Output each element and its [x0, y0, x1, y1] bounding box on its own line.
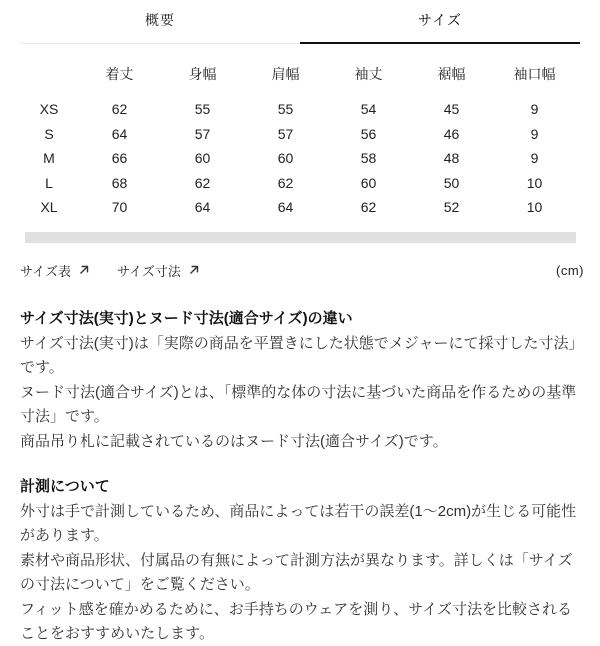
- size-value-cell: 57: [194, 125, 211, 142]
- size-value-cell: 45: [443, 101, 460, 117]
- size-value-cell: 9: [530, 101, 539, 117]
- column-header: 袖丈: [354, 66, 383, 82]
- size-value-cell: 10: [526, 174, 543, 191]
- table-row: [20, 122, 576, 147]
- section-paragraph: ヌード寸法(適合サイズ)とは、「標準的な体の寸法に基づいた商品を作るための基準寸法」です。: [20, 383, 577, 425]
- size-value-cell: 9: [530, 125, 539, 142]
- size-value-cell: 55: [277, 101, 294, 117]
- size-value-cell: 68: [111, 174, 128, 191]
- size-value-cell: 62: [360, 199, 377, 215]
- size-value-cell: 66: [111, 150, 128, 166]
- size-value-cell: 64: [194, 199, 211, 215]
- size-value-cell: 62: [111, 101, 128, 117]
- size-value-cell: 48: [443, 150, 460, 166]
- column-header: 着丈: [105, 66, 134, 82]
- table-row: [20, 171, 576, 196]
- column-header: 裾幅: [437, 66, 466, 82]
- size-chart-link-label: サイズ表: [20, 263, 71, 279]
- size-value-cell: 10: [526, 199, 543, 215]
- info-sections: [0, 307, 600, 646]
- size-label: L: [45, 174, 53, 191]
- size-value-cell: 60: [360, 174, 377, 191]
- size-value-cell: 50: [443, 174, 460, 191]
- section-paragraph: フィット感を確かめるために、お手持ちのウェアを測り、サイズ寸法を比較されることをおすすめいたします。: [20, 600, 573, 642]
- table-scrollbar[interactable]: [25, 232, 576, 243]
- section-paragraph: 商品吊り札に記載されているのはヌード寸法(適合サイズ)です。: [20, 432, 448, 450]
- tab-size[interactable]: サイズ: [300, 0, 580, 44]
- size-value-cell: 46: [443, 125, 460, 142]
- column-header: 袖口幅: [513, 66, 556, 82]
- corner-cell: [20, 58, 78, 97]
- size-value-cell: 60: [277, 150, 294, 166]
- links-row: [20, 261, 584, 280]
- text-section: [20, 307, 580, 454]
- size-table: [20, 58, 576, 220]
- size-label: XL: [40, 199, 58, 215]
- table-row: [20, 195, 576, 220]
- table-row: [20, 97, 576, 122]
- table-row: [20, 146, 576, 171]
- size-value-cell: 58: [360, 150, 377, 166]
- size-label: XS: [39, 101, 59, 117]
- size-label: M: [43, 150, 55, 166]
- external-link-arrow-icon: [187, 263, 201, 277]
- section-heading: 計測について: [20, 477, 110, 495]
- size-value-cell: 54: [360, 101, 377, 117]
- size-label: S: [44, 125, 54, 142]
- size-value-cell: 55: [194, 101, 211, 117]
- section-paragraph: サイズ寸法(実寸)は「実際の商品を平置きにした状態でメジャーにて採寸した寸法」です。: [20, 334, 576, 376]
- size-chart-link[interactable]: [20, 261, 91, 280]
- size-value-cell: 52: [443, 199, 460, 215]
- text-section: [20, 475, 580, 646]
- size-value-cell: 62: [277, 174, 294, 191]
- size-value-cell: 70: [111, 199, 128, 215]
- tab-bar: [0, 0, 600, 44]
- unit-label: (cm): [556, 262, 584, 278]
- size-value-cell: 64: [111, 125, 128, 142]
- size-table-header-row: [20, 58, 576, 97]
- column-header: 肩幅: [271, 66, 300, 82]
- external-link-arrow-icon: [77, 263, 91, 277]
- section-paragraph: 素材や商品形状、付属品の有無によって計測方法が異なります。詳しくは「サイズの寸法について」をご覧ください。: [20, 551, 573, 593]
- size-dimensions-link[interactable]: [117, 261, 201, 280]
- size-dimensions-link-label: サイズ寸法: [116, 263, 181, 279]
- size-value-cell: 64: [277, 199, 294, 215]
- size-value-cell: 62: [194, 174, 211, 191]
- size-value-cell: 9: [530, 150, 539, 166]
- section-heading: サイズ寸法(実寸)とヌード寸法(適合サイズ)の違い: [20, 309, 353, 327]
- column-header: 身幅: [188, 66, 217, 82]
- size-value-cell: 60: [194, 150, 211, 166]
- size-value-cell: 57: [277, 125, 294, 142]
- size-value-cell: 56: [360, 125, 377, 142]
- tab-overview[interactable]: 概要: [20, 0, 300, 44]
- section-paragraph: 外寸は手で計測しているため、商品によっては若干の誤差(1〜2cm)が生じる可能性があります。: [20, 502, 577, 544]
